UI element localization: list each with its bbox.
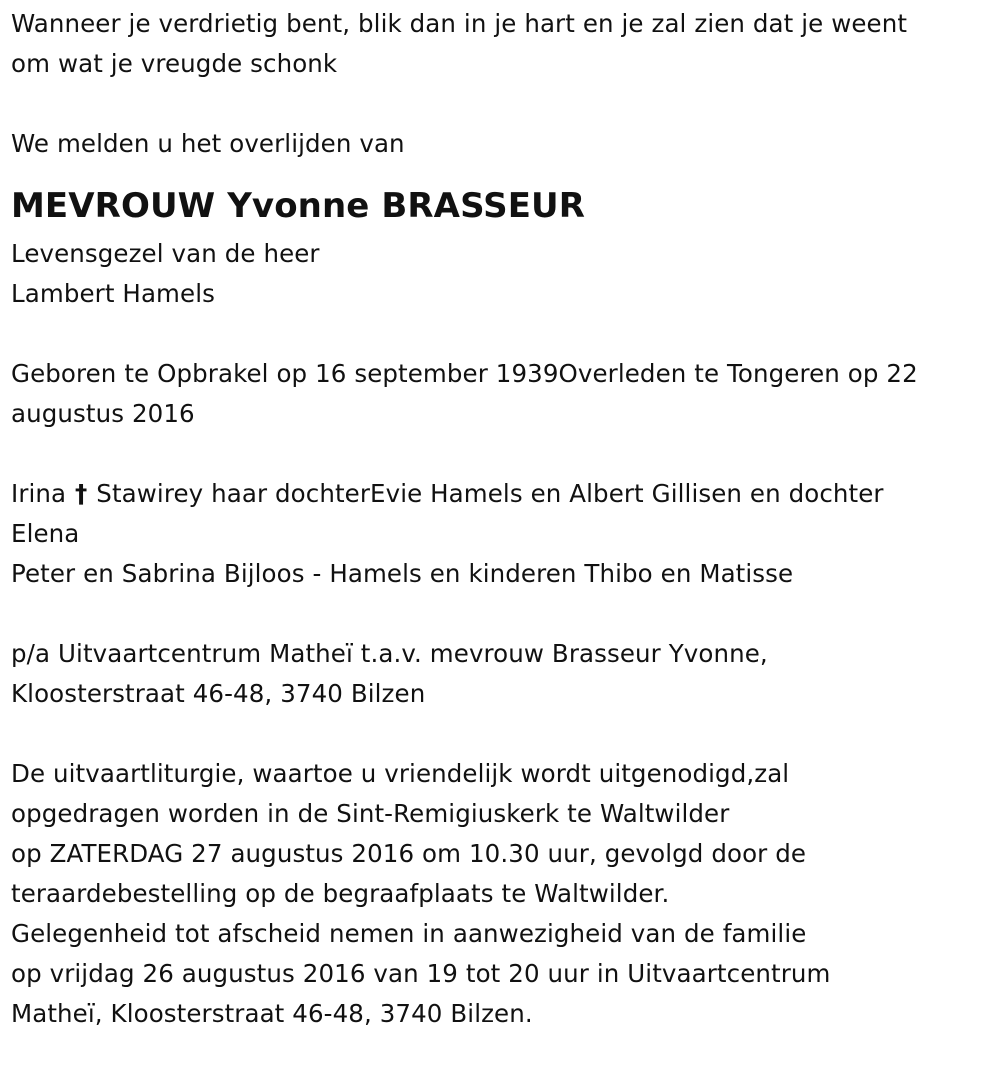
quote-line-2: om wat je vreugde schonk: [11, 49, 338, 78]
partner-name: Lambert Hamels: [11, 279, 215, 308]
ceremony-line-3: op ZATERDAG 27 augustus 2016 om 10.30 uur, gevolgd door de: [11, 839, 807, 868]
spacer: [11, 714, 986, 754]
ceremony-line-6: op vrijdag 26 augustus 2016 van 19 tot 20 uur in Uitvaartcentrum: [11, 959, 831, 988]
ceremony-line-7: Matheï, Kloosterstraat 46-48, 3740 Bilzen.: [11, 999, 533, 1028]
family-line-3: Peter en Sabrina Bijloos - Hamels en kinderen Thibo en Matisse: [11, 559, 794, 588]
intro-text: We melden u het overlijden van: [11, 129, 405, 158]
dates-line-2: augustus 2016: [11, 399, 195, 428]
deceased-name: MEVROUW Yvonne BRASSEUR: [11, 186, 586, 226]
ceremony-line-1: De uitvaartliturgie, waartoe u vriendelijk wordt uitgenodigd,zal: [11, 759, 790, 788]
ceremony-line-5: Gelegenheid tot afscheid nemen in aanwezigheid van de familie: [11, 919, 807, 948]
family-line-2: Elena: [11, 519, 80, 548]
spacer: [11, 434, 986, 474]
spacer: [11, 84, 986, 124]
spacer: [11, 314, 986, 354]
partner-label: Levensgezel van de heer: [11, 239, 320, 268]
cross-icon: †: [75, 479, 88, 508]
family-member-first-name: Irina: [11, 479, 67, 508]
dates-line-1: Geboren te Opbrakel op 16 september 1939Overleden te Tongeren op 22: [11, 359, 918, 388]
ceremony-line-4: teraardebestelling op de begraafplaats te Waltwilder.: [11, 879, 670, 908]
spacer: [11, 594, 986, 634]
family-line-1: [11, 474, 986, 514]
ceremony-line-2: opgedragen worden in de Sint-Remigiuskerk te Waltwilder: [11, 799, 730, 828]
family-line-1-rest: Stawirey haar dochterEvie Hamels en Albert Gillisen en dochter: [96, 479, 884, 508]
quote-line-1: Wanneer je verdrietig bent, blik dan in je hart en je zal zien dat je weent: [11, 9, 908, 38]
address-line-1: p/a Uitvaartcentrum Matheï t.a.v. mevrouw Brasseur Yvonne,: [11, 639, 768, 668]
address-line-2: Kloosterstraat 46-48, 3740 Bilzen: [11, 679, 426, 708]
death-notice: [11, 4, 986, 1034]
